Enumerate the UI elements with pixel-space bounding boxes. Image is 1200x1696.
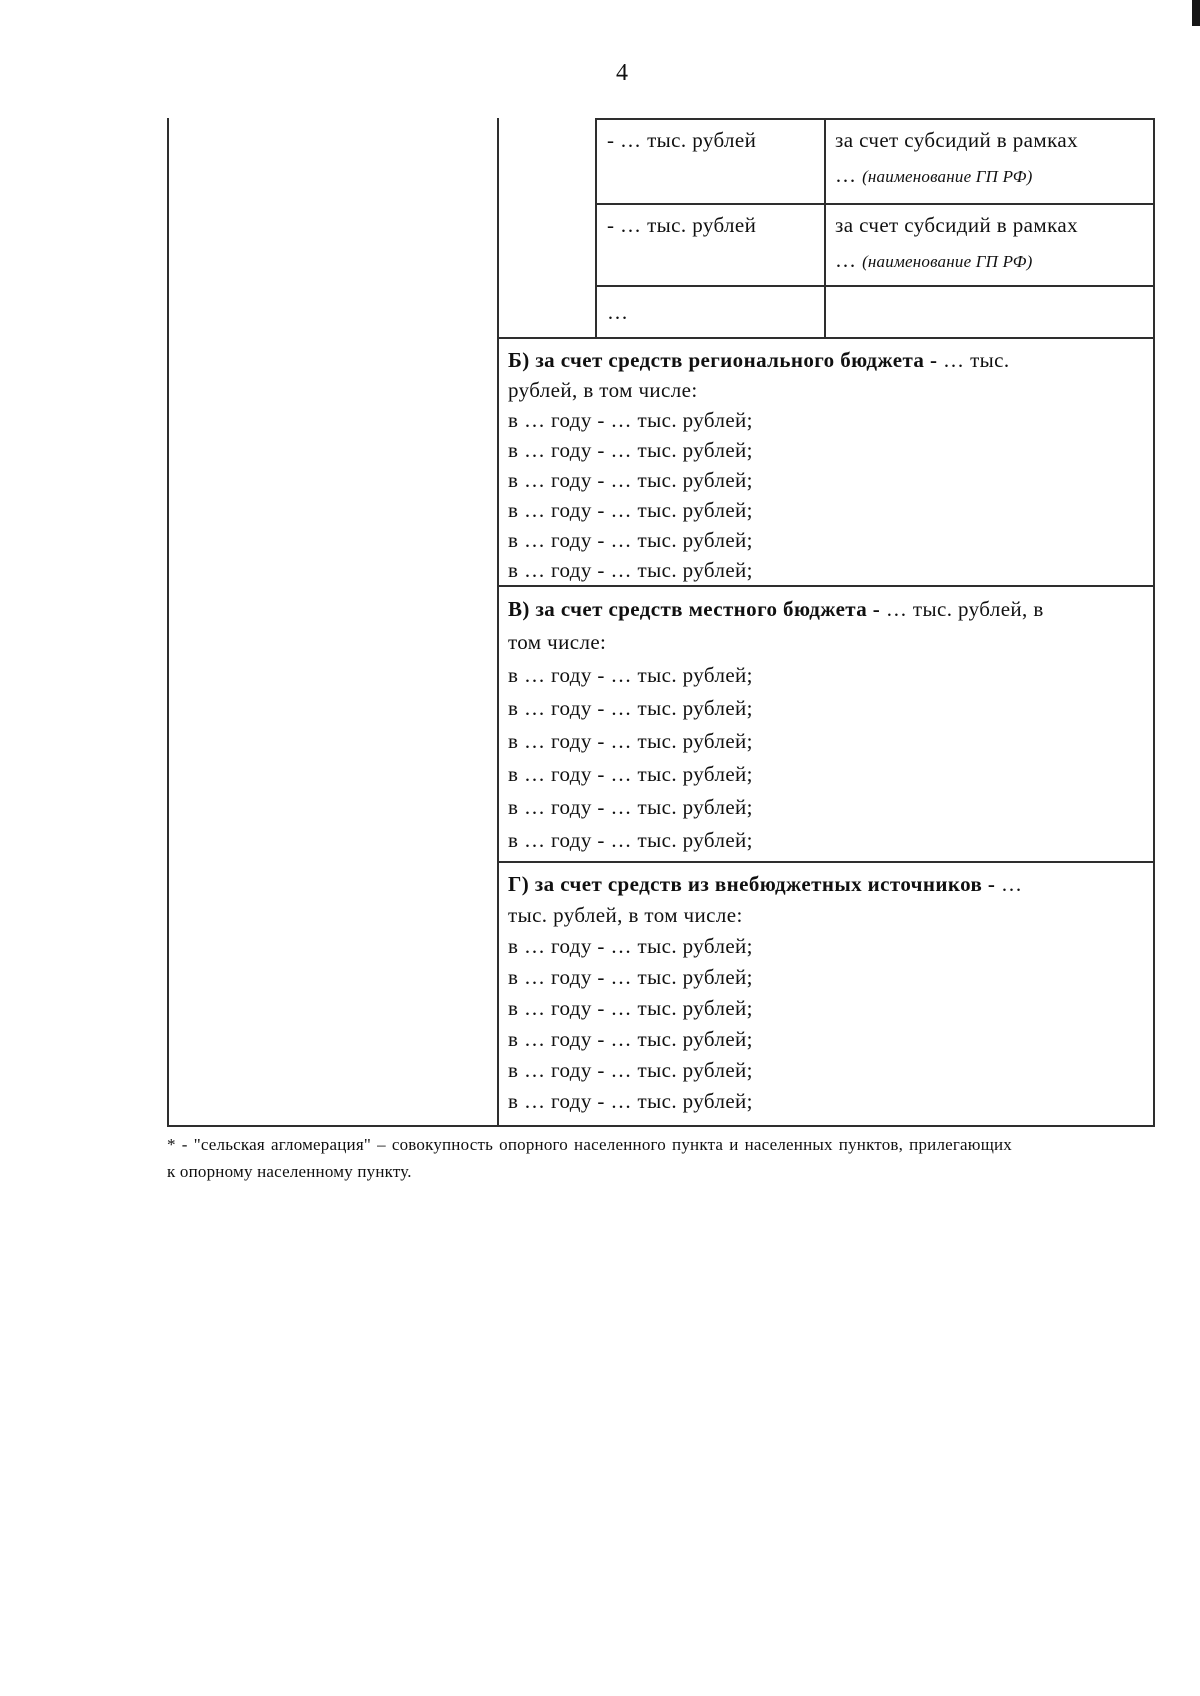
page-number: 4 <box>616 60 629 86</box>
funding-subtable <box>595 118 1153 337</box>
source-cell <box>826 205 1153 285</box>
source-text: за счет субсидий в рамках <box>835 213 1078 237</box>
year-amount-line: в … году - … тыс. рублей; <box>508 408 753 432</box>
amount-cell: - … тыс. рублей <box>597 205 826 285</box>
amount-cell: - … тыс. рублей <box>597 120 826 203</box>
year-amount-line: в … году - … тыс. рублей; <box>508 1058 753 1082</box>
section-heading-tail: … тыс. <box>937 348 1010 372</box>
section-heading-bold: Г) за счет средств из внебюджетных источников - <box>508 872 996 896</box>
scan-corner-artifact <box>1192 0 1200 26</box>
section-heading-tail: … тыс. рублей, в <box>880 597 1044 621</box>
year-amount-line: в … году - … тыс. рублей; <box>508 996 753 1020</box>
year-amount-line: в … году - … тыс. рублей; <box>508 934 753 958</box>
gp-rf-note: (наименование ГП РФ) <box>862 167 1033 186</box>
year-amount-line: в … году - … тыс. рублей; <box>508 498 753 522</box>
source-cell <box>826 287 1153 337</box>
section-heading-line-1 <box>508 593 1145 626</box>
section-Б <box>499 337 1153 585</box>
source-note-line <box>835 248 1153 273</box>
year-amount-line: в … году - … тыс. рублей; <box>508 762 753 786</box>
ellipsis: … <box>835 248 857 272</box>
footnote-line-2: к опорному населенному пункту. <box>167 1162 412 1181</box>
section-В <box>499 585 1153 861</box>
year-amount-line: в … году - … тыс. рублей; <box>508 965 753 989</box>
section-heading-line-1 <box>508 869 1145 900</box>
year-amount-line: в … году - … тыс. рублей; <box>508 795 753 819</box>
year-amount-line: в … году - … тыс. рублей; <box>508 438 753 462</box>
gp-rf-note: (наименование ГП РФ) <box>862 252 1033 271</box>
source-text: за счет субсидий в рамках <box>835 128 1078 152</box>
section-heading-line-2: том числе: <box>508 630 607 654</box>
year-amount-line: в … году - … тыс. рублей; <box>508 1027 753 1051</box>
section-heading-bold: Б) за счет средств регионального бюджета - <box>508 348 938 372</box>
year-amount-line: в … году - … тыс. рублей; <box>508 1089 753 1113</box>
section-heading-line-2: рублей, в том числе: <box>508 378 698 402</box>
source-cell <box>826 120 1153 203</box>
source-note-line <box>835 163 1153 188</box>
year-amount-line: в … году - … тыс. рублей; <box>508 828 753 852</box>
section-Г <box>499 861 1153 1125</box>
funding-row <box>597 205 1153 287</box>
section-heading-line-1 <box>508 345 1145 375</box>
footnote <box>167 1131 1012 1185</box>
funding-row <box>597 287 1153 337</box>
ellipsis: … <box>835 163 857 187</box>
year-amount-line: в … году - … тыс. рублей; <box>508 696 753 720</box>
year-amount-line: в … году - … тыс. рублей; <box>508 468 753 492</box>
budget-table <box>167 118 1155 1127</box>
footnote-line-1: * - "сельская агломерация" – совокупность опорного населенного пункта и населенных пунктов, прилегающих <box>167 1135 1012 1154</box>
year-amount-line: в … году - … тыс. рублей; <box>508 558 753 582</box>
amount-cell: … <box>597 287 826 337</box>
year-amount-line: в … году - … тыс. рублей; <box>508 729 753 753</box>
section-heading-line-2: тыс. рублей, в том числе: <box>508 903 743 927</box>
year-amount-line: в … году - … тыс. рублей; <box>508 528 753 552</box>
funding-row <box>597 120 1153 205</box>
section-heading-bold: В) за счет средств местного бюджета - <box>508 597 881 621</box>
section-heading-tail: … <box>995 872 1023 896</box>
year-amount-line: в … году - … тыс. рублей; <box>508 663 753 687</box>
